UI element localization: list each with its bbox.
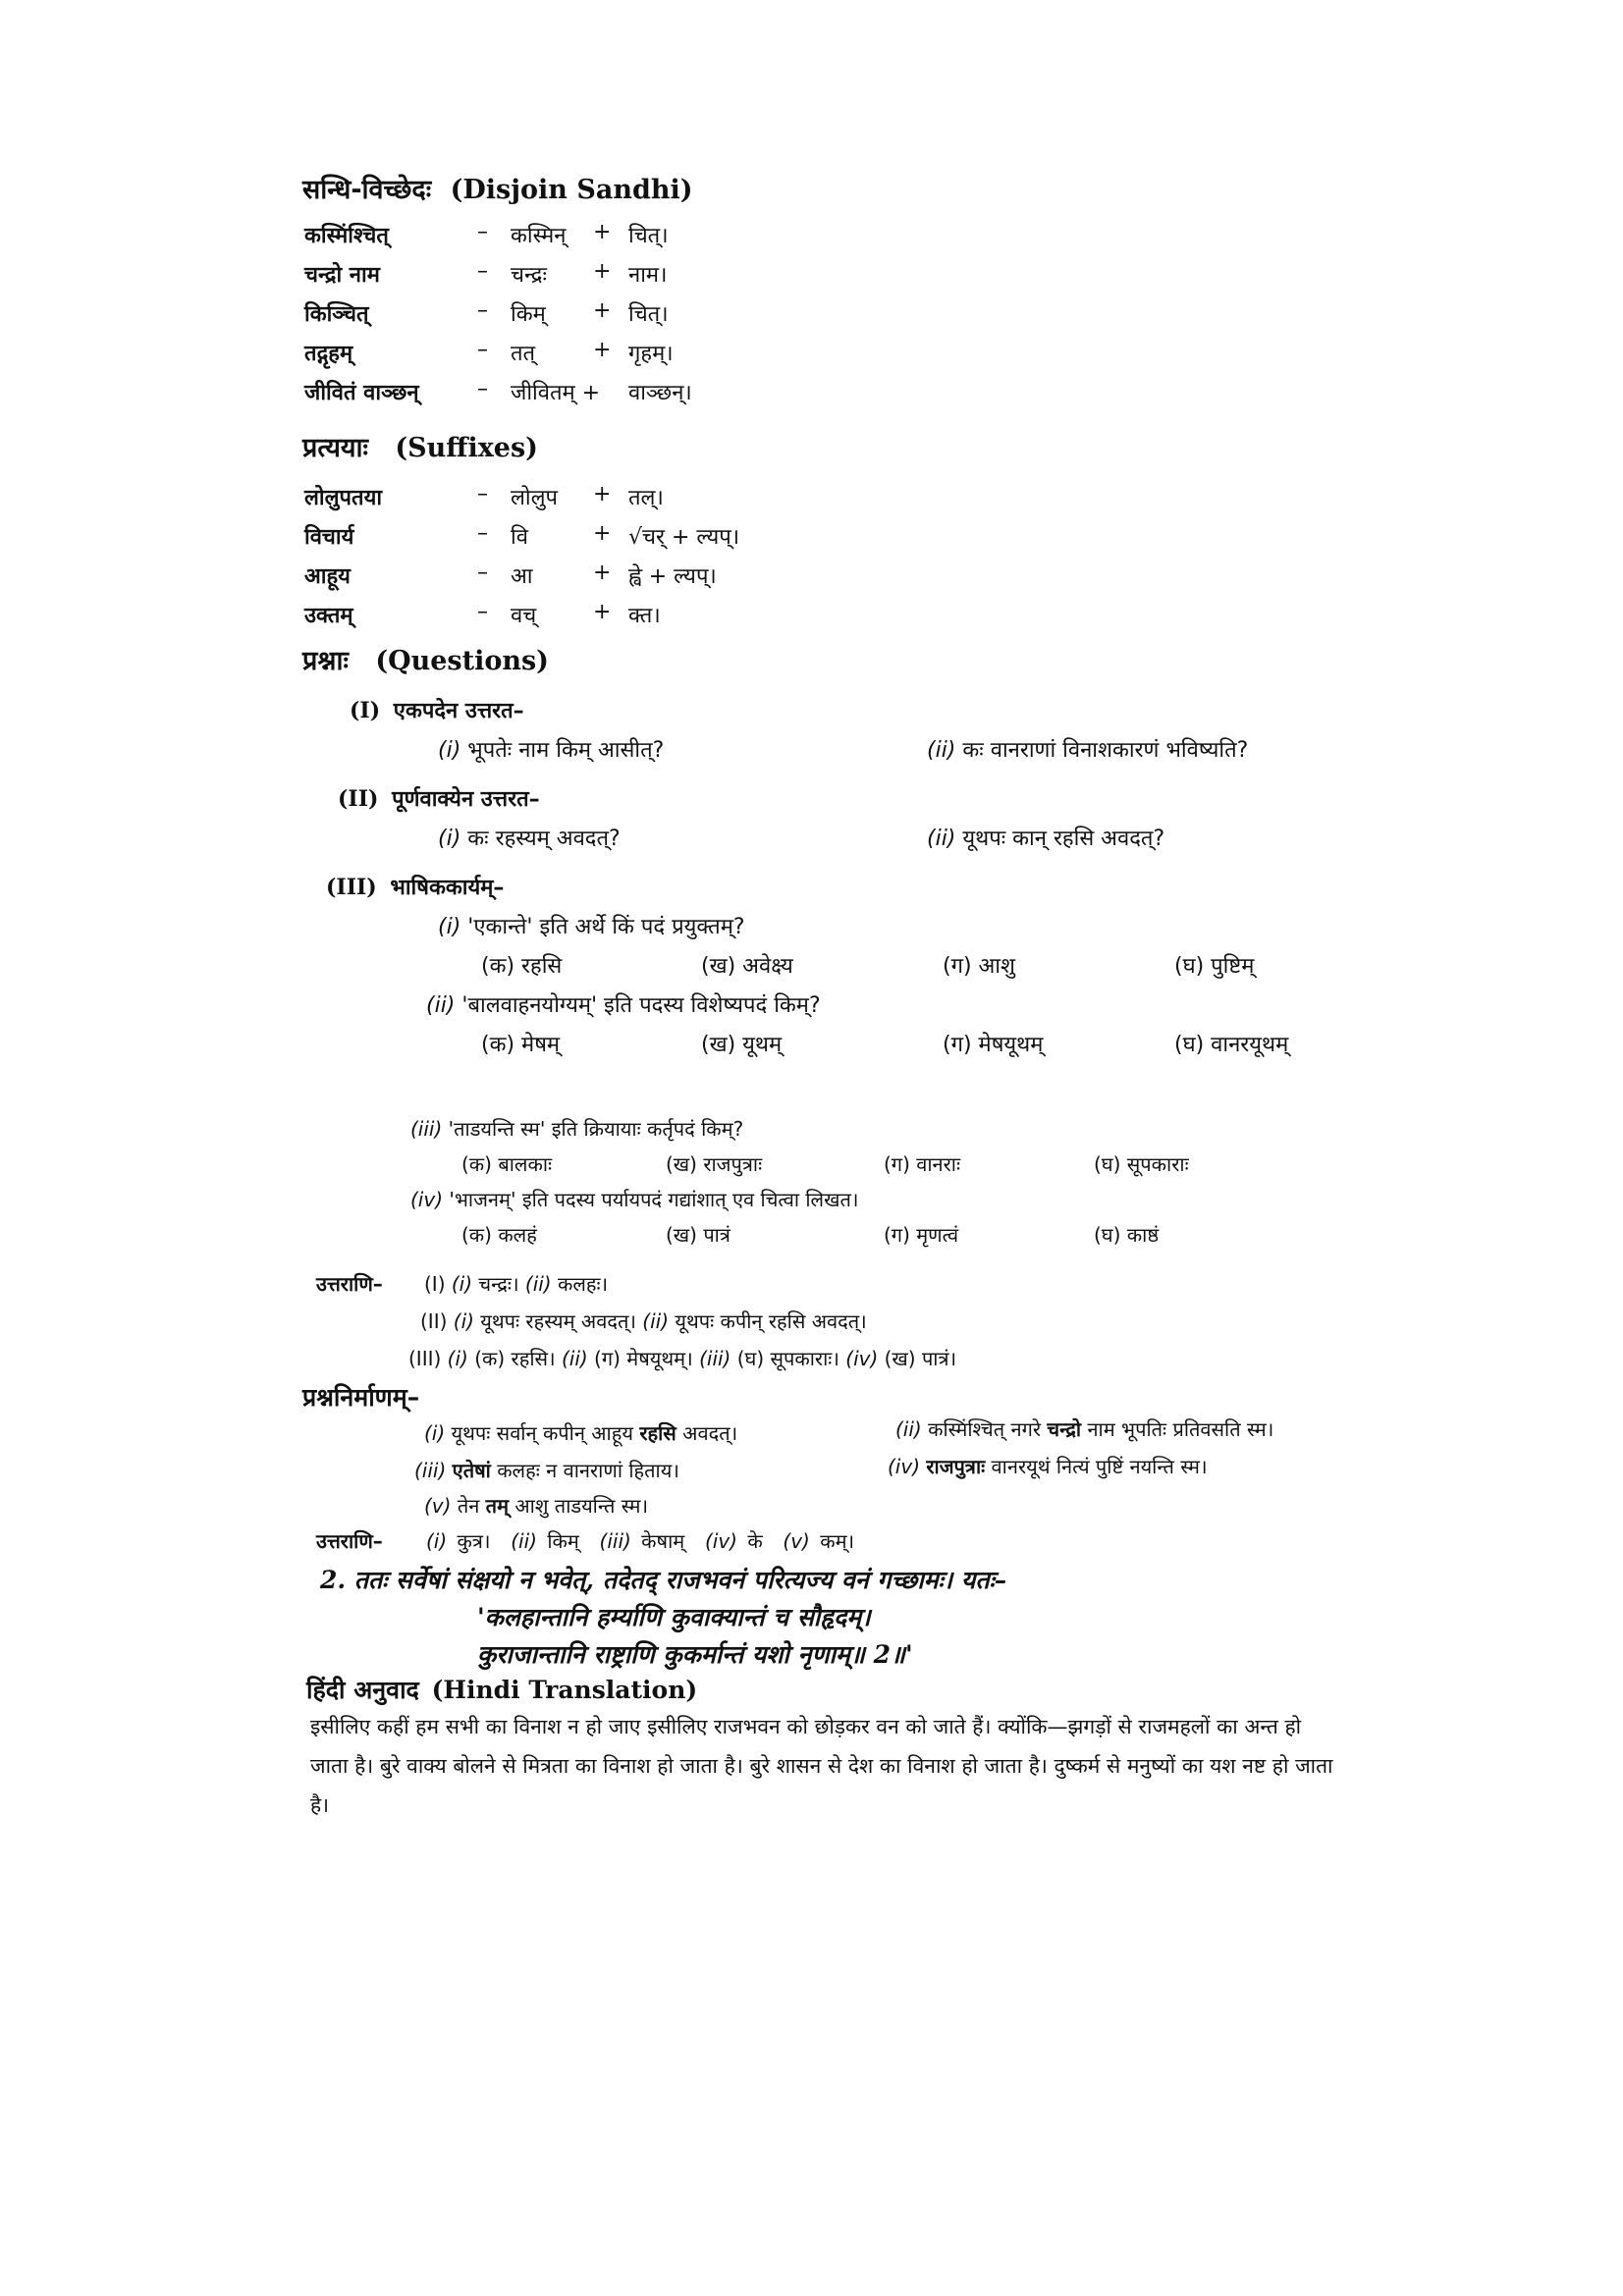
option: (ग) वानराः xyxy=(884,1152,961,1176)
answer-number: (i) xyxy=(451,1272,473,1296)
item-number: (iv) xyxy=(888,1455,920,1478)
question-text: 'एकान्ते' इति अर्थे किं पदं प्रयुक्तम्? xyxy=(467,915,745,939)
sandhi-part-a: कस्मिन् xyxy=(511,224,567,248)
answer-text: केषाम् xyxy=(641,1529,685,1553)
item-number: (i) xyxy=(424,1421,446,1445)
sandhi-heading-english: (Disjoin Sandhi) xyxy=(450,175,693,205)
verse-line: कुराजान्तानि राष्ट्राणि कुकर्मान्तं यशो नृणाम्॥ 2॥' xyxy=(477,1640,913,1669)
answer-text: यूथपः कपीन् रहसि अवदत्। xyxy=(675,1309,867,1333)
question-number: (ii) xyxy=(927,738,956,763)
suffixes-heading-english: (Suffixes) xyxy=(395,433,538,463)
option: (घ) पुष्टिम् xyxy=(1174,954,1255,979)
sandhi-word: जीवितं वाञ्छन् xyxy=(304,381,419,405)
answer-number: (i) xyxy=(447,1347,468,1370)
dash: – xyxy=(477,561,488,585)
item-bold: एतेषां xyxy=(452,1459,491,1482)
item-text: आशु ताडयन्ति स्म। xyxy=(509,1494,649,1518)
option: (ख) अवेक्ष्य xyxy=(701,954,793,979)
plus-sign: + xyxy=(593,561,612,585)
section-number: (III) xyxy=(326,875,377,900)
sandhi-word: किञ्चित् xyxy=(304,302,369,327)
suffix-part-a: वि xyxy=(511,525,528,550)
section-title: भाषिककार्यम्– xyxy=(390,876,505,900)
item-text: तेन xyxy=(457,1494,486,1518)
answer-line xyxy=(426,1527,854,1554)
suffix-word: विचार्य xyxy=(304,525,354,550)
plus-sign: + xyxy=(593,600,612,624)
dash: – xyxy=(477,220,488,244)
sandhi-word: तद्गृहम् xyxy=(304,342,353,366)
answer-section: (II) xyxy=(420,1309,448,1333)
question xyxy=(426,989,821,1019)
sandhi-part-a: जीवितम् + xyxy=(511,381,601,405)
answer-number: (ii) xyxy=(561,1347,588,1370)
option: (क) रहसि xyxy=(481,954,563,979)
dash: – xyxy=(477,259,488,284)
question-text: भूपतेः नाम किम् आसीत्? xyxy=(467,738,665,763)
item-bold: राजपुत्राः xyxy=(926,1455,986,1478)
option: (ख) यूथम् xyxy=(701,1033,783,1057)
question-number: (iv) xyxy=(410,1188,443,1211)
sandhi-heading xyxy=(302,170,693,206)
answer-number: (v) xyxy=(783,1529,810,1553)
dash: – xyxy=(477,377,488,401)
formation-item xyxy=(424,1492,648,1519)
answer-number: (iv) xyxy=(704,1529,737,1553)
option: (ख) राजपुत्राः xyxy=(666,1152,763,1176)
formation-item xyxy=(888,1453,1208,1479)
answer-text: कलहः। xyxy=(557,1272,609,1296)
answer-line xyxy=(424,1270,608,1297)
answer-number: (ii) xyxy=(642,1309,670,1333)
answer-number: (i) xyxy=(453,1309,474,1333)
answer-number: (iii) xyxy=(599,1529,631,1553)
answers-label: उत्तराणि– xyxy=(316,1272,383,1296)
question xyxy=(438,823,621,852)
suffix-part-b: क्त। xyxy=(628,604,661,628)
item-number: (iii) xyxy=(414,1459,447,1482)
item-text: वानरयूथं नित्यं पुष्टिं नयन्ति स्म। xyxy=(985,1455,1208,1478)
dash: – xyxy=(477,298,488,323)
formation-item xyxy=(424,1419,737,1446)
suffixes-heading-hindi: प्रत्ययाः xyxy=(302,433,368,463)
option: (ग) आशु xyxy=(943,954,1015,979)
sandhi-part-b: चित्। xyxy=(628,224,669,248)
answer-text: के xyxy=(747,1529,763,1553)
item-text: यूथपः सर्वान् कपीन् आहूय xyxy=(451,1421,640,1445)
dash: – xyxy=(477,338,488,362)
item-bold: चन्द्रो xyxy=(1047,1417,1082,1441)
answer-number: (ii) xyxy=(511,1529,537,1553)
question-number: (iii) xyxy=(410,1117,443,1141)
answer-number: (iii) xyxy=(699,1347,731,1370)
answer-text: कम्। xyxy=(820,1529,855,1553)
answer-number: (ii) xyxy=(524,1272,552,1296)
question-number: (i) xyxy=(438,915,461,939)
formation-item xyxy=(895,1415,1273,1442)
answer-number: (i) xyxy=(426,1529,448,1553)
suffix-word: लोलुपतया xyxy=(304,486,383,510)
translation-heading xyxy=(306,1673,697,1706)
plus-sign: + xyxy=(593,338,612,362)
item-number: (ii) xyxy=(895,1417,922,1441)
plus-sign: + xyxy=(593,482,612,507)
section-number: (II) xyxy=(338,786,379,812)
answer-line xyxy=(408,1345,956,1371)
answer-section: (I) xyxy=(424,1272,446,1296)
answer-text: चन्द्रः। xyxy=(478,1272,519,1296)
answer-text: (ग) मेषयूथम्। xyxy=(594,1347,693,1370)
sandhi-word: चन्द्रो नाम xyxy=(304,263,380,288)
option: (क) मेषम् xyxy=(481,1033,561,1057)
section-title: पूर्णवाक्येन उत्तरत– xyxy=(392,787,540,812)
sandhi-heading-hindi: सन्धि-विच्छेदः xyxy=(302,175,432,205)
answer-text: किम् xyxy=(547,1529,579,1553)
sandhi-part-b: नाम। xyxy=(628,263,668,288)
question xyxy=(438,911,745,940)
item-text: नाम भूपतिः प्रतिवसति स्म। xyxy=(1081,1417,1274,1441)
section-number: (I) xyxy=(350,698,381,723)
passage-line: 2. ततः सर्वेषां संक्षयो न भवेत्, तदेतद् राजभवनं परित्यज्य वनं गच्छामः। यतः– xyxy=(320,1566,1007,1594)
questions-heading-hindi: प्रश्नाः xyxy=(302,646,349,676)
item-text: अवदत्। xyxy=(676,1421,738,1445)
question xyxy=(410,1186,858,1212)
verse-line: 'कलहान्तानि हर्म्याणि कुवाक्यान्तं च सौहृदम्। xyxy=(477,1603,871,1631)
option: (ग) मेषयूथम् xyxy=(943,1033,1044,1057)
answer-number: (iv) xyxy=(845,1347,879,1370)
option: (क) कलहं xyxy=(461,1223,537,1247)
suffix-part-b: √चर् + ल्यप्। xyxy=(628,525,740,550)
question xyxy=(927,823,1164,852)
question-text: 'ताडयन्ति स्म' इति क्रियायाः कर्तृपदं किम्? xyxy=(448,1117,744,1141)
dash: – xyxy=(477,482,488,507)
sandhi-part-b: गृहम्। xyxy=(628,342,674,366)
questions-heading-english: (Questions) xyxy=(375,646,549,676)
section-title: एकपदेन उत्तरत– xyxy=(393,699,524,723)
question xyxy=(927,734,1248,764)
answer-text: (ख) पात्रं। xyxy=(884,1347,957,1370)
suffix-word: आहूय xyxy=(304,564,351,589)
question-text: यूथपः कान् रहसि अवदत्? xyxy=(962,827,1165,851)
option: (घ) वानरयूथम् xyxy=(1174,1033,1289,1057)
answer-text: कुत्र। xyxy=(457,1529,491,1553)
question-text: कः रहस्यम् अवदत्? xyxy=(467,827,621,851)
question-text: कः वानराणां विनाशकारणं भविष्यति? xyxy=(962,738,1249,763)
answer-line xyxy=(420,1308,867,1334)
suffix-part-a: आ xyxy=(511,564,533,589)
question-number: (i) xyxy=(438,738,461,763)
option: (घ) सूपकाराः xyxy=(1094,1152,1189,1176)
formation-heading: प्रश्ननिर्माणम्– xyxy=(302,1383,420,1412)
suffix-word: उक्तम् xyxy=(304,604,353,628)
formation-item xyxy=(414,1457,679,1483)
sandhi-word: कस्मिंश्चित् xyxy=(304,224,389,248)
translation-heading-english: (Hindi Translation) xyxy=(431,1676,698,1704)
suffix-part-b: तल्। xyxy=(628,486,664,510)
item-text: कलहः न वानराणां हिताय। xyxy=(490,1459,679,1482)
item-bold: तम् xyxy=(485,1494,510,1518)
question-text: 'भाजनम्' इति पदस्य पर्यायपदं गद्यांशात् एव चित्वा लिखत। xyxy=(449,1188,859,1211)
plus-sign: + xyxy=(593,259,612,284)
option: (घ) काष्ठं xyxy=(1094,1223,1160,1247)
answers-label: उत्तराणि– xyxy=(316,1529,383,1553)
translation-heading-hindi: हिंदी अनुवाद xyxy=(306,1676,419,1704)
sandhi-part-b: चित्। xyxy=(628,302,669,327)
plus-sign: + xyxy=(593,298,612,323)
section-label xyxy=(326,872,504,901)
suffix-part-a: लोलुप xyxy=(511,486,559,510)
dash: – xyxy=(477,600,488,624)
option: (ग) मृणत्वं xyxy=(884,1223,959,1247)
option: (ख) पात्रं xyxy=(666,1223,730,1247)
question-number: (ii) xyxy=(927,827,956,851)
dash: – xyxy=(477,521,488,546)
suffix-part-b: ह्वे + ल्यप्। xyxy=(628,564,717,589)
item-number: (v) xyxy=(424,1494,452,1518)
option: (क) बालकाः xyxy=(461,1152,553,1176)
question-number: (i) xyxy=(438,827,461,851)
suffixes-heading xyxy=(302,428,538,464)
suffix-part-a: वच् xyxy=(511,604,537,628)
plus-sign: + xyxy=(593,521,612,546)
question-number: (ii) xyxy=(426,993,456,1018)
sandhi-part-a: चन्द्रः xyxy=(511,263,547,288)
sandhi-part-b: वाञ्छन्। xyxy=(628,381,692,405)
sandhi-part-a: किम् xyxy=(511,302,546,327)
item-text: कस्मिंश्चित् नगरे xyxy=(928,1417,1048,1441)
section-label xyxy=(338,783,540,813)
question xyxy=(410,1115,743,1142)
item-bold: रहसि xyxy=(639,1421,676,1445)
section-label xyxy=(350,695,524,724)
answer-section: (III) xyxy=(408,1347,442,1370)
questions-heading xyxy=(302,641,549,677)
translation-text: इसीलिए कहीं हम सभी का विनाश न हो जाए इसीलिए राजभवन को छोड़कर वन को जाते हैं। क्योंकि—झगड़ों से राजमहलों का अन्त हो जाता है। बुरे वाक्य बोलने से मित्रता का विनाश हो जाता है। बुरे शासन से देश का विनाश हो जाता है। दुष्कर्म से मनुष्यों का यश नष्ट हो जाता है। xyxy=(310,1715,1333,1817)
question-text: 'बालवाहनयोग्यम्' इति पदस्य विशेष्यपदं किम्? xyxy=(461,993,821,1018)
question xyxy=(438,734,664,764)
answer-text: (घ) सूपकाराः। xyxy=(736,1347,839,1370)
plus-sign: + xyxy=(593,220,612,244)
answer-text: (क) रहसि। xyxy=(474,1347,556,1370)
answer-text: यूथपः रहस्यम् अवदत्। xyxy=(480,1309,636,1333)
sandhi-part-a: तत् xyxy=(511,342,536,366)
